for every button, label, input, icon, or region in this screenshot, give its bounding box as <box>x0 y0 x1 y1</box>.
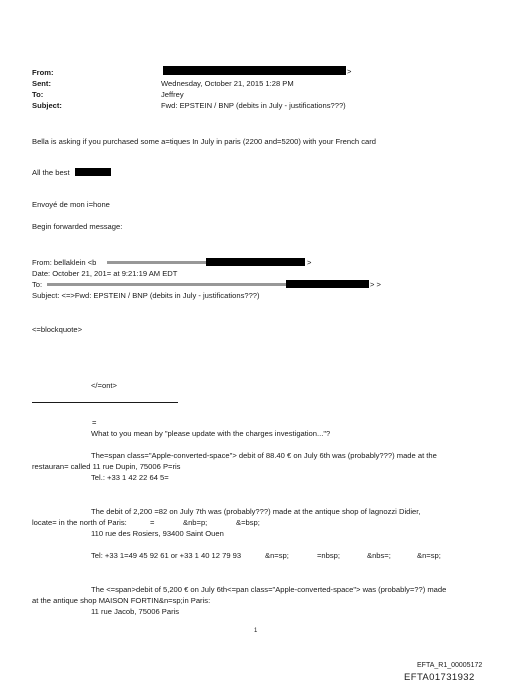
equals-marker: = <box>92 418 97 427</box>
paragraph-2-address: 110 rue des Rosiers, 93400 Saint Ouen <box>91 529 224 538</box>
to-label: To: <box>32 90 44 99</box>
paragraph-2-entity: &nb=p; <box>183 518 208 527</box>
sent-value: Wednesday, October 21, 2015 1:28 PM <box>161 79 294 88</box>
message-question: What to you mean by "please update with the charges investigation..."? <box>91 429 331 438</box>
paragraph-2-entity: &n=sp; <box>265 551 289 560</box>
redaction-bar <box>75 168 111 176</box>
paragraph-1-tel: Tel.: +33 1 42 22 64 5= <box>91 473 169 482</box>
forwarded-to-tail: > > <box>370 280 381 289</box>
paragraph-3-line-2: at the antique shop MAISON FORTIN&n=sp;in Paris: <box>32 596 211 605</box>
from-label: From: <box>32 68 54 77</box>
blockquote-marker: <=blockquote> <box>32 325 83 334</box>
body-question: Bella is asking if you purchased some a=tiques In July in paris (2200 and=5200) with your French card <box>32 137 377 146</box>
paragraph-2-entity: &=bsp; <box>236 518 260 527</box>
paragraph-2-entity: = <box>150 518 155 527</box>
redaction-bar <box>286 280 369 288</box>
paragraph-2-entity: &nbs=; <box>367 551 391 560</box>
paragraph-2-entity: =nbsp; <box>317 551 341 560</box>
paragraph-3-address: 11 rue Jacob, 75006 Paris <box>91 607 180 616</box>
redaction-bar <box>206 258 305 266</box>
subject-label: Subject: <box>32 101 62 110</box>
font-close-marker: </=ont> <box>91 381 117 390</box>
paragraph-2-tel: Tel: +33 1=49 45 92 61 or +33 1 40 12 79 93 <box>91 551 242 560</box>
paragraph-2-line-1: The debit of 2,200 =82 on July 7th was (probably???) made at the antique shop of lagnozzi Didier, <box>91 507 421 516</box>
bates-number-small: EFTA_R1_00005172 <box>417 662 483 669</box>
sent-from-line: Envoyé de mon i=hone <box>32 200 110 209</box>
forwarded-from-line: From: bellaklein <b <box>32 258 97 267</box>
paragraph-2-line-2: locate= in the north of Paris: <box>32 518 127 527</box>
from-value-tail: > <box>347 67 352 76</box>
paragraph-3-line-1: The <=span>debit of 5,200 € on July 6th<=pan class="Apple-converted-space"> was (probably=??) made <box>91 585 447 594</box>
obscured-text <box>47 283 287 286</box>
horizontal-divider <box>32 402 178 403</box>
forwarded-date-line: Date: October 21, 201= at 9:21:19 AM EDT <box>32 269 178 278</box>
forwarded-intro: Begin forwarded message: <box>32 222 123 231</box>
bates-number-large: EFTA01731932 <box>404 672 475 683</box>
paragraph-1-line-2: restauran= called 11 rue Dupin, 75006 P=ris <box>32 462 181 471</box>
page-number: 1 <box>254 628 258 634</box>
forwarded-to-line: To: <box>32 280 43 289</box>
forwarded-from-tail: > <box>307 258 312 267</box>
subject-value: Fwd: EPSTEIN / BNP (debits in July - justifications???) <box>161 101 346 110</box>
to-value: Jeffrey <box>161 90 184 99</box>
sent-label: Sent: <box>32 79 51 88</box>
body-signoff: All the best <box>32 168 70 177</box>
obscured-text <box>107 261 207 264</box>
forwarded-subject-line: Subject: <=>Fwd: EPSTEIN / BNP (debits in July - justifications???) <box>32 291 260 300</box>
redaction-bar <box>163 66 346 75</box>
paragraph-1-line-1: The=span class="Apple-converted-space"> debit of 88.40 € on July 6th was (probably???) made at the <box>91 451 437 460</box>
paragraph-2-entity: &n=sp; <box>417 551 441 560</box>
